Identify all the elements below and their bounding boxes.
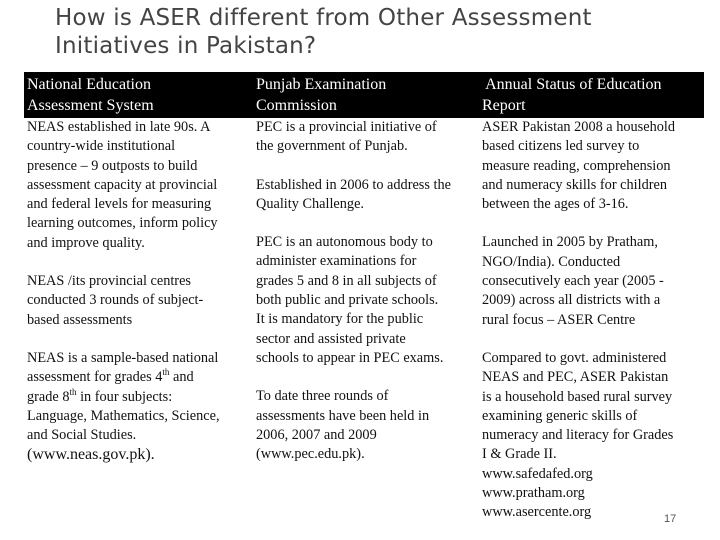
column-neas (27, 118, 247, 465)
column-aser (482, 118, 718, 523)
header-aser: Annual Status of Education Report (482, 76, 662, 114)
column-pec (256, 118, 476, 464)
header-pec: Punjab Examination Commission (256, 76, 387, 114)
aser-survey-text: ASER Pakistan 2008 a household based citizens led survey to measure reading, comprehension and numeracy skills for children between the ages of 3-16. (482, 119, 676, 213)
neas-rounds-text: NEAS /its provincial centres conducted 3 rounds of subject- based assessments (27, 273, 204, 328)
aser-launch-text: Launched in 2005 by Pratham, NGO/India). Conducted consecutively each year (2005 - 2009) across all districts with a rural focus – ASER Centre (482, 234, 664, 328)
aser-comparison-text: Compared to govt. administered NEAS and PEC, ASER Pakistan is a household based rural survey examining generic skills of numeracy and literacy for Grades I & Grade II. www.safedafed.org www.pratham.org www.asercente.org (482, 349, 674, 521)
neas-sample-text: NEAS is a sample-based national assessment for grades 4th and grade 8th in four subjects: Language, Mathematics, Science, and Social Studies. (27, 349, 220, 444)
pec-autonomous-text: PEC is an autonomous body to administer examinations for grades 5 and 8 in all subjects of both public and private schools. It is mandatory for the public sector and assisted private schools to appear in PEC exams. (256, 234, 444, 366)
neas-establishment-text: NEAS established in late 90s. A country-wide institutional presence – 9 outposts to build assessment capacity at provincial and federal levels for measuring learning outcomes, inform policy and improve quality. (27, 119, 218, 251)
pec-rounds-text: To date three rounds of assessments have been held in 2006, 2007 and 2009 (www.pec.edu.pk). (256, 388, 430, 463)
pec-initiative-text: PEC is a provincial initiative of the government of Punjab. (256, 119, 437, 155)
slide-title: How is ASER different from Other Assessment Initiatives in Pakistan? (55, 5, 592, 59)
header-neas: National Education Assessment System (27, 76, 154, 114)
pec-established-text: Established in 2006 to address the Quality Challenge. (256, 176, 451, 212)
page-number: 17 (664, 513, 677, 525)
neas-website-link[interactable]: (www.neas.gov.pk). (27, 446, 155, 464)
